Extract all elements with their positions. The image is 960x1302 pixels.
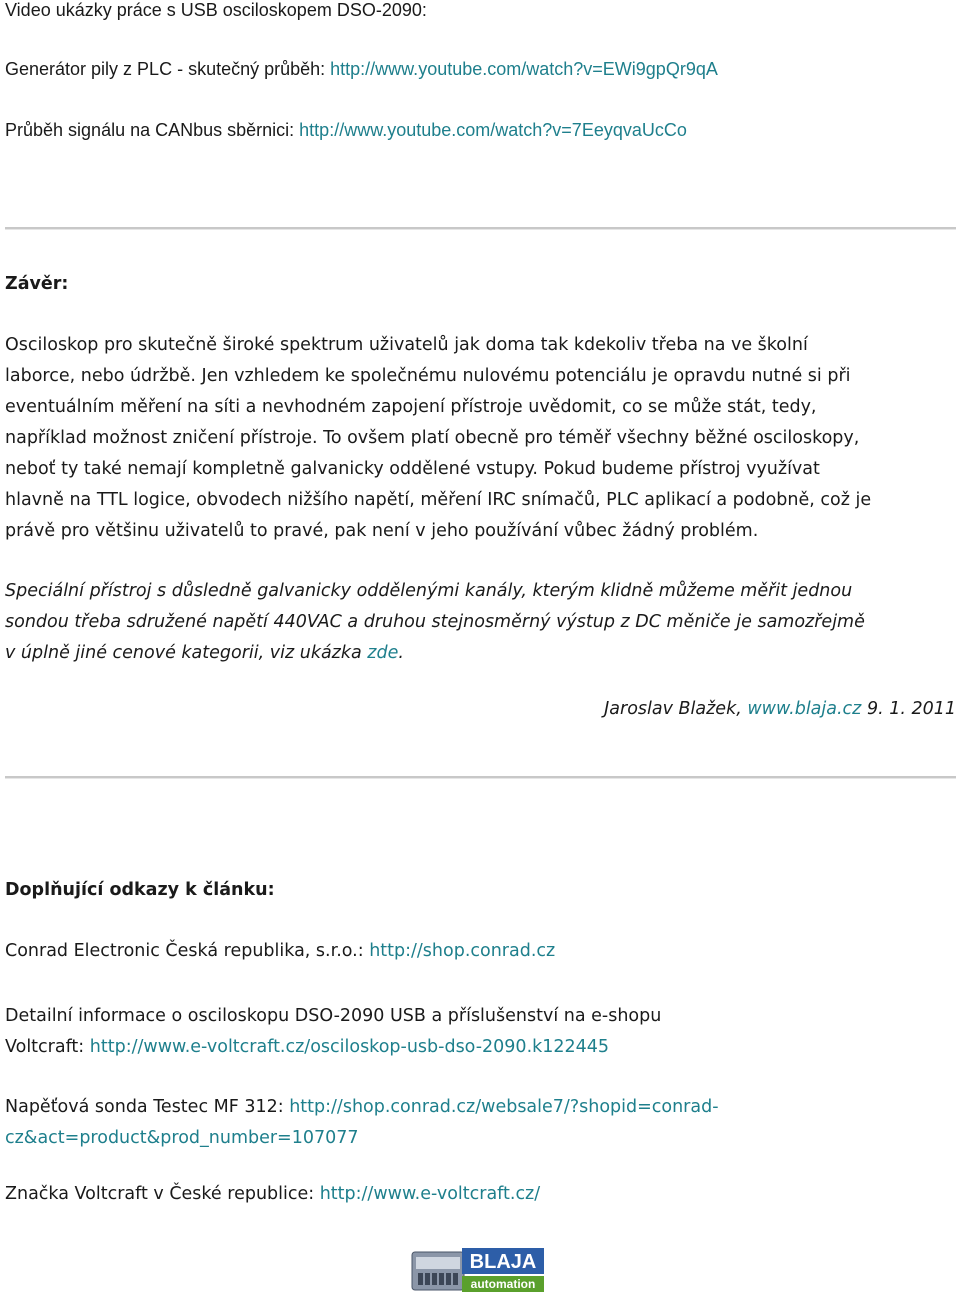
blaja-logo[interactable] (410, 1246, 546, 1294)
blaja-site-link[interactable]: www.blaja.cz (747, 699, 862, 719)
divider-top (5, 227, 956, 230)
example-link[interactable]: zde (367, 643, 399, 663)
special-line-last (5, 638, 960, 669)
voltcraft-detail-text: Detailní informace o osciloskopu DSO-2090 USB a příslušenství na e-shopu (5, 1006, 662, 1026)
video-item-label: Generátor pily z PLC - skutečný průběh: (5, 59, 331, 79)
probe-line2 (5, 1123, 960, 1154)
video-item-canbus (5, 120, 687, 141)
probe-item (5, 1092, 960, 1154)
brand-label: Značka Voltcraft v České republice: (5, 1184, 320, 1204)
probe-link-part2[interactable]: cz&act=product&prod_number=107077 (5, 1128, 359, 1148)
links-heading: Doplňující odkazy k článku: (5, 880, 275, 900)
divider-bottom (5, 776, 956, 779)
video-item-label: Průběh signálu na CANbus sběrnici: (5, 120, 300, 140)
voltcraft-brand-link[interactable]: http://www.e-voltcraft.cz/ (319, 1184, 541, 1204)
conclusion-line: Osciloskop pro skutečně široké spektrum uživatelů jak doma tak kdekoliv třeba na ve školní (5, 335, 808, 355)
conclusion-line: například možnost zničení přístroje. To ovšem platí obecně pro téměř všechny běžné osciloskopy, (5, 428, 860, 448)
conrad-link[interactable]: http://shop.conrad.cz (369, 941, 556, 961)
signature-date: 9. 1. 2011 (861, 699, 956, 719)
special-line-text: v úplně jiné cenové kategorii, viz ukázka (5, 643, 368, 663)
conclusion-line: hlavně na TTL logice, obvodech nižšího napětí, měření IRC snímačů, PLC aplikací a podobně, což je (5, 490, 872, 510)
conclusion-line: eventuálním měření na síti a nevhodném zapojení přístroje uvědomit, co se může stát, tedy, (5, 397, 817, 417)
voltcraft-label: Voltcraft: (5, 1037, 90, 1057)
probe-link-part1[interactable]: http://shop.conrad.cz/websale7/?shopid=conrad- (289, 1097, 719, 1117)
signature-author: Jaroslav Blažek, (604, 699, 748, 719)
logo-text-bottom: automation (470, 1277, 536, 1291)
special-line: Speciální přístroj s důsledně galvanicky oddělenými kanály, kterým klidně můžeme měřit jednou (5, 581, 853, 601)
blaja-logo-graphic (410, 1246, 546, 1294)
conclusion-line: neboť ty také nemají kompletně galvanicky oddělené vstupy. Pokud budeme přístroj využívat (5, 459, 820, 479)
conclusion-line: laborce, nebo údržbě. Jen vzhledem ke společnému nulovému potenciálu je opravdu nutné si při (5, 366, 851, 386)
video-item-plc (5, 59, 718, 80)
conclusion-heading: Závěr: (5, 274, 69, 294)
probe-line1 (5, 1092, 960, 1123)
youtube-link-canbus[interactable]: http://www.youtube.com/watch?v=7EeyqvaUcCo (299, 120, 687, 140)
voltcraft-detail-line2 (5, 1032, 960, 1063)
brand-item (5, 1184, 540, 1204)
video-heading: Video ukázky práce s USB osciloskopem DSO-2090: (5, 0, 427, 20)
voltcraft-detail-item (5, 1001, 960, 1063)
conrad-item (5, 941, 555, 961)
voltcraft-dso-link[interactable]: http://www.e-voltcraft.cz/osciloskop-usb-dso-2090.k122445 (89, 1037, 610, 1057)
special-line-end: . (398, 643, 404, 663)
conclusion-line: právě pro většinu uživatelů to pravé, pak není v jeho používání vůbec žádný problém. (5, 521, 759, 541)
conclusion-paragraph (5, 330, 960, 547)
probe-label: Napěťová sonda Testec MF 312: (5, 1097, 290, 1117)
youtube-link-plc[interactable]: http://www.youtube.com/watch?v=EWi9gpQr9qA (330, 59, 718, 79)
plc-device-icon (412, 1252, 464, 1290)
special-line: sondou třeba sdružené napětí 440VAC a druhou stejnosměrný výstup z DC měniče je samozřejmě (5, 612, 865, 632)
signature (604, 699, 956, 719)
conrad-label: Conrad Electronic Česká republika, s.r.o.: (5, 941, 370, 961)
special-paragraph (5, 576, 960, 669)
logo-text-top: BLAJA (469, 1251, 537, 1273)
